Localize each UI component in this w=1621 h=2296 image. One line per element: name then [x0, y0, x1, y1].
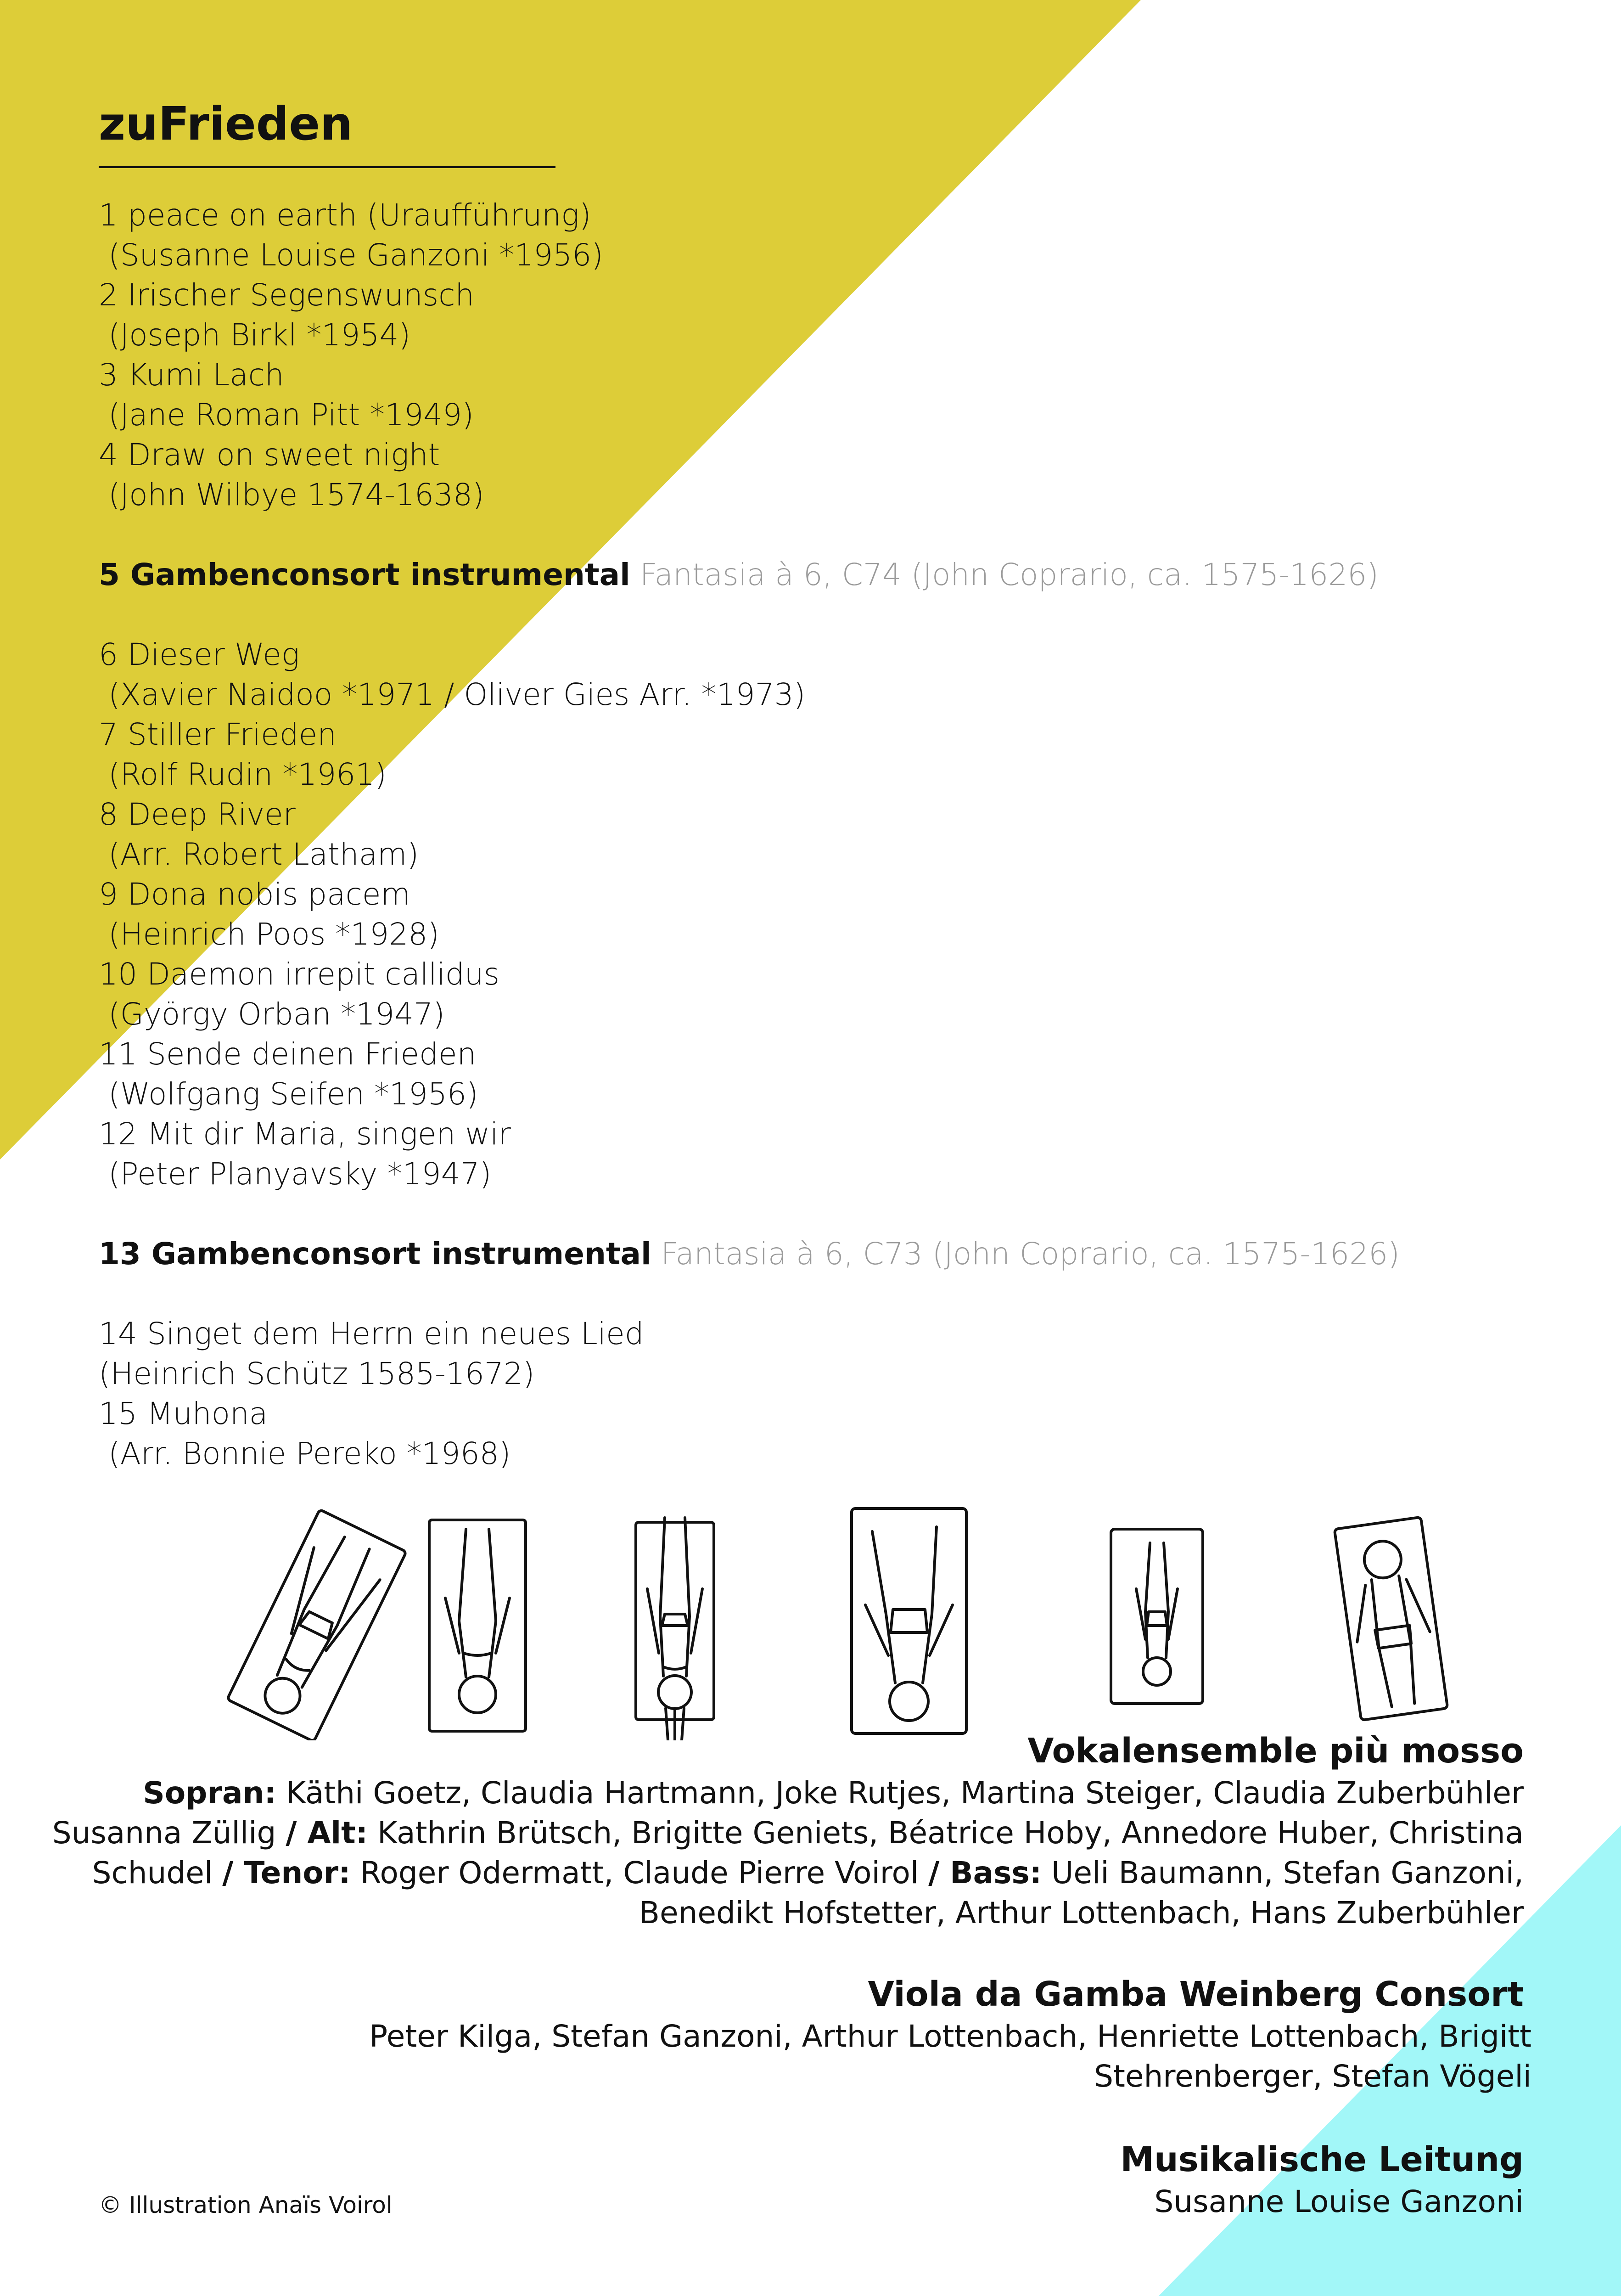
piece-composer: (Arr. Bonnie Pereko *1968) — [99, 1436, 511, 1471]
consort-credits — [369, 1972, 1531, 2096]
piece-title: 15 Muhona — [99, 1396, 268, 1431]
sunbather-figure-2 — [429, 1520, 526, 1731]
ensemble-line-3 — [52, 1853, 1524, 1893]
tenor-names: Roger Odermatt, Claude Pierre Voirol — [350, 1855, 929, 1891]
program-spacer — [99, 515, 1545, 555]
soprano-names-2: Susanna Züllig — [52, 1815, 286, 1851]
program-spacer — [99, 1274, 1545, 1314]
sunbather-figure-4 — [852, 1508, 966, 1733]
sunbather-figure-5 — [1111, 1529, 1203, 1704]
consort-line-2: Stehrenberger, Stefan Vögeli — [1094, 2059, 1531, 2094]
instrumental-detail: Fantasia à 6, C73 (John Coprario, ca. 1575-1626) — [651, 1236, 1400, 1272]
ensemble-credits — [52, 1729, 1524, 1933]
piece-composer: (Susanne Louise Ganzoni *1956) — [99, 237, 603, 273]
illustration-copyright: © Illustration Anaïs Voirol — [99, 2192, 393, 2218]
piece-composer: (Arr. Robert Latham) — [99, 837, 419, 872]
piece-title: 6 Dieser Weg — [99, 637, 300, 672]
page-title: zuFrieden — [99, 97, 353, 151]
sunbather-figure-3 — [636, 1518, 714, 1740]
bass-names-1: Ueli Baumann, Stefan Ganzoni, — [1042, 1855, 1524, 1891]
sunbather-figure-6 — [1335, 1517, 1448, 1720]
ensemble-heading: Vokalensemble più mosso — [1027, 1731, 1524, 1771]
direction-credits — [1120, 2138, 1524, 2222]
piece-title: 3 Kumi Lach — [99, 357, 284, 393]
instrumental-title: 13 Gambenconsort instrumental — [99, 1236, 651, 1272]
sunbather-figure-1 — [227, 1509, 406, 1740]
piece-composer: (Rolf Rudin *1961) — [99, 757, 387, 792]
piece-composer: (Wolfgang Seifen *1956) — [99, 1076, 478, 1112]
piece-composer: (John Wilbye 1574-1638) — [99, 477, 484, 512]
alto-names-2: Schudel — [92, 1855, 223, 1891]
direction-heading: Musikalische Leitung — [1120, 2140, 1524, 2179]
instrumental-detail: Fantasia à 6, C74 (John Coprario, ca. 1575-1626) — [630, 557, 1379, 592]
title-underline — [99, 166, 555, 168]
program-spacer — [99, 1194, 1545, 1234]
piece-title: 2 Irischer Segenswunsch — [99, 277, 475, 313]
alto-names-1: Kathrin Brütsch, Brigitte Geniets, Béatrice Hoby, Annedore Huber, Christina — [368, 1815, 1524, 1851]
ensemble-line-1 — [52, 1773, 1524, 1813]
piece-title: 10 Daemon irrepit callidus — [99, 957, 500, 992]
piece-composer: (Heinrich Poos *1928) — [99, 917, 439, 952]
piece-title: 1 peace on earth (Uraufführung) — [99, 197, 591, 233]
bass-label: / Bass: — [928, 1855, 1042, 1891]
piece-title: 12 Mit dir Maria, singen wir — [99, 1116, 511, 1152]
program-instrumental — [99, 1234, 1545, 1274]
piece-title: 7 Stiller Frieden — [99, 717, 337, 752]
soprano-label: Sopran: — [143, 1775, 276, 1811]
piece-title: 14 Singet dem Herrn ein neues Lied — [99, 1316, 644, 1351]
illustration-sunbathers — [197, 1502, 1515, 1740]
instrumental-title: 5 Gambenconsort instrumental — [99, 557, 630, 592]
ensemble-line-4: Benedikt Hofstetter, Arthur Lottenbach, Hans Zuberbühler — [639, 1895, 1524, 1930]
piece-title: 11 Sende deinen Frieden — [99, 1036, 477, 1072]
program-spacer — [99, 595, 1545, 635]
piece-composer: (György Orban *1947) — [99, 996, 445, 1032]
direction-name: Susanne Louise Ganzoni — [1154, 2184, 1524, 2219]
consort-heading: Viola da Gamba Weinberg Consort — [868, 1975, 1524, 2014]
soprano-names-1: Käthi Goetz, Claudia Hartmann, Joke Rutjes, Martina Steiger, Claudia Zuberbühler — [276, 1775, 1524, 1811]
alto-label: / Alt: — [286, 1815, 368, 1851]
consort-line-1: Peter Kilga, Stefan Ganzoni, Arthur Lottenbach, Henriette Lottenbach, Brigitt — [369, 2019, 1531, 2054]
piece-composer: (Xavier Naidoo *1971 / Oliver Gies Arr. *1973) — [99, 677, 806, 712]
piece-title: 8 Deep River — [99, 797, 296, 832]
piece-title: 9 Dona nobis pacem — [99, 877, 410, 912]
piece-composer: (Heinrich Schütz 1585-1672) — [99, 1356, 535, 1391]
ensemble-line-2 — [52, 1813, 1524, 1853]
program-instrumental — [99, 555, 1545, 595]
piece-title: 4 Draw on sweet night — [99, 437, 440, 473]
piece-composer: (Peter Planyavsky *1947) — [99, 1156, 492, 1192]
piece-composer: (Joseph Birkl *1954) — [99, 317, 411, 353]
program-list — [99, 195, 1545, 1474]
tenor-label: / Tenor: — [222, 1855, 351, 1891]
piece-composer: (Jane Roman Pitt *1949) — [99, 397, 474, 433]
